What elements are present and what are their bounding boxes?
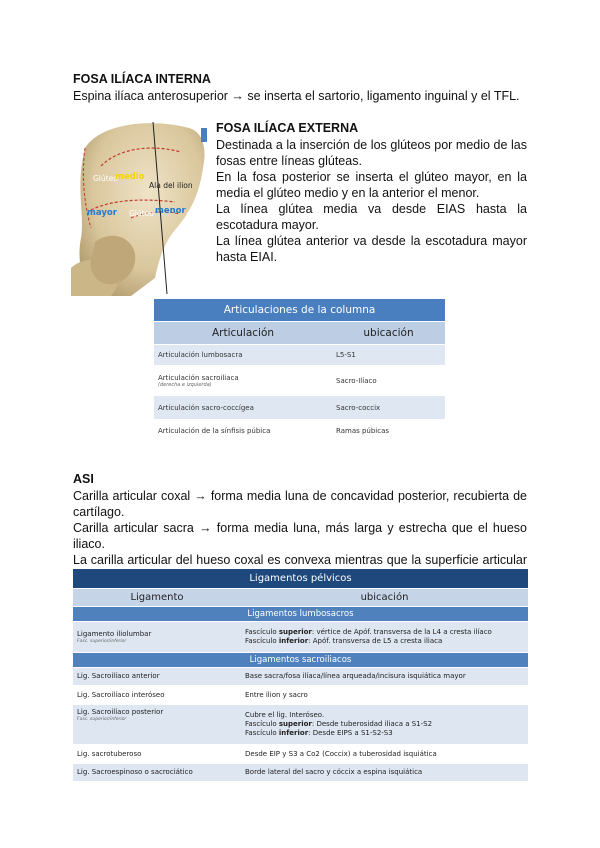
bold-label: inferior xyxy=(278,637,309,645)
table-cell: Articulación sacro-coccígea xyxy=(154,396,332,420)
table-cell xyxy=(73,622,241,653)
fasciculo-superior xyxy=(245,720,524,729)
table-cell: Entre ilion y sacro xyxy=(241,686,528,705)
cell-line: Cubre el lig. Interóseo. xyxy=(245,711,325,719)
bold-label: inferior xyxy=(278,729,309,737)
text: : Apóf. transversa de L5 a cresta iliaca xyxy=(308,637,443,645)
pelvis-figure xyxy=(71,118,207,296)
cell-note: (derecha e izquierda) xyxy=(158,381,212,388)
label: Fascículo xyxy=(245,729,279,737)
fasciculo-superior xyxy=(245,628,524,637)
table-title: Ligamentos pélvicos xyxy=(73,569,528,589)
cell-text: Articulación sacroiliaca xyxy=(158,373,239,382)
bold-label: superior xyxy=(278,628,312,636)
table-cell xyxy=(73,705,241,745)
heading-asi: ASI xyxy=(73,472,94,486)
table-cell xyxy=(241,705,528,745)
label-gluteo-medio-prefix: Glúteo xyxy=(93,174,118,183)
bold-label: superior xyxy=(278,720,312,728)
table-cell: Lig. sacrotuberoso xyxy=(73,745,241,764)
fosa-externa-p1: Destinada a la inserción de los glúteos por medio de las fosas entre líneas glúteas. xyxy=(216,138,527,168)
table-cell: Lig. Sacroespinoso o sacrociático xyxy=(73,764,241,782)
text: : Desde EIPS a S1-S2-S3 xyxy=(308,729,393,737)
column-header: ubicación xyxy=(332,322,445,345)
table-cell: Articulación lumbosacra xyxy=(154,345,332,366)
text: : vértice de Apóf. transversa de la L4 a cresta ilíaco xyxy=(311,628,492,636)
asi-p1: Carilla articular coxal → forma media luna de concavidad posterior, recubierta de cartílago. xyxy=(73,489,527,519)
table-cell: Articulación de la sínfisis púbica xyxy=(154,420,332,442)
fosa-externa-p4: La línea glútea anterior va desde la escotadura mayor hasta EIAI. xyxy=(216,234,527,264)
text: : Desde tuberosidad iliaca a S1-S2 xyxy=(311,720,433,728)
fasciculo-inferior xyxy=(245,637,524,646)
table-cell: Ramas púbicas xyxy=(332,420,445,442)
fosa-externa-p2: En la fosa posterior se inserta el glúteo mayor, en la media el glúteo medio y en la anterior el menor. xyxy=(216,170,527,200)
table-cell: L5-S1 xyxy=(332,345,445,366)
column-header: ubicación xyxy=(241,589,528,607)
figure-edge-marker xyxy=(201,128,207,142)
cell-note: Fasc. superior/inferior xyxy=(77,717,127,722)
table-ligamentos xyxy=(73,569,528,782)
label-mayor: mayor xyxy=(87,208,117,218)
text-fosa-externa xyxy=(216,137,527,265)
table-cell: Lig. Sacroilíaco interóseo xyxy=(73,686,241,705)
section-header: Ligamentos lumbosacros xyxy=(73,607,528,622)
label-gluteo-menor-prefix: Glúteo xyxy=(129,209,154,218)
label: Fascículo xyxy=(245,720,279,728)
label-medio: medio xyxy=(115,172,145,182)
column-header: Ligamento xyxy=(73,589,241,607)
fosa-externa-p3: La línea glútea media va desde EIAS hasta la escotadura mayor. xyxy=(216,202,527,232)
label: Fascículo xyxy=(245,628,279,636)
label-menor: menor xyxy=(155,206,186,216)
table-cell: Sacro-coccix xyxy=(332,396,445,420)
table-cell: Base sacra/fosa ilíaca/línea arqueada/incisura isquiática mayor xyxy=(241,668,528,686)
text-fosa-interna: Espina ilíaca anterosuperior → se inserta el sartorio, ligamento inguinal y el TFL. xyxy=(73,89,520,103)
table-title: Articulaciones de la columna xyxy=(154,299,445,322)
table-articulaciones xyxy=(154,299,445,442)
cell-text: Ligamento iliolumbar xyxy=(77,629,152,638)
label: Fascículo xyxy=(245,637,279,645)
asi-p3: La carilla articular del hueso coxal es convexa mientras que la superficie articular xyxy=(73,553,527,567)
table-cell: Lig. Sacroilíaco anterior xyxy=(73,668,241,686)
cell-text: Lig. Sacroilíaco posterior xyxy=(77,708,164,716)
table-cell: Desde EIP y S3 a Co2 (Coccix) a tuberosidad isquiática xyxy=(241,745,528,764)
section-header: Ligamentos sacroiliacos xyxy=(73,653,528,668)
heading-fosa-externa: FOSA ILÍACA EXTERNA xyxy=(216,121,359,135)
heading-fosa-interna: FOSA ILÍACA INTERNA xyxy=(73,72,211,86)
table-cell xyxy=(241,622,528,653)
table-cell: Borde lateral del sacro y cóccix a espina isquiática xyxy=(241,764,528,782)
pelvis-illustration xyxy=(71,118,207,296)
cell-note: Fasc. superior/inferior xyxy=(77,638,127,644)
fasciculo-inferior xyxy=(245,729,524,738)
table-cell xyxy=(154,366,332,396)
table-cell: Sacro-Ilíaco xyxy=(332,366,445,396)
label-ala-ilion: Ala del ilion xyxy=(149,181,193,190)
column-header: Articulación xyxy=(154,322,332,345)
asi-p2: Carilla articular sacra → forma media luna, más larga y estrecha que el hueso iliaco. xyxy=(73,521,527,551)
